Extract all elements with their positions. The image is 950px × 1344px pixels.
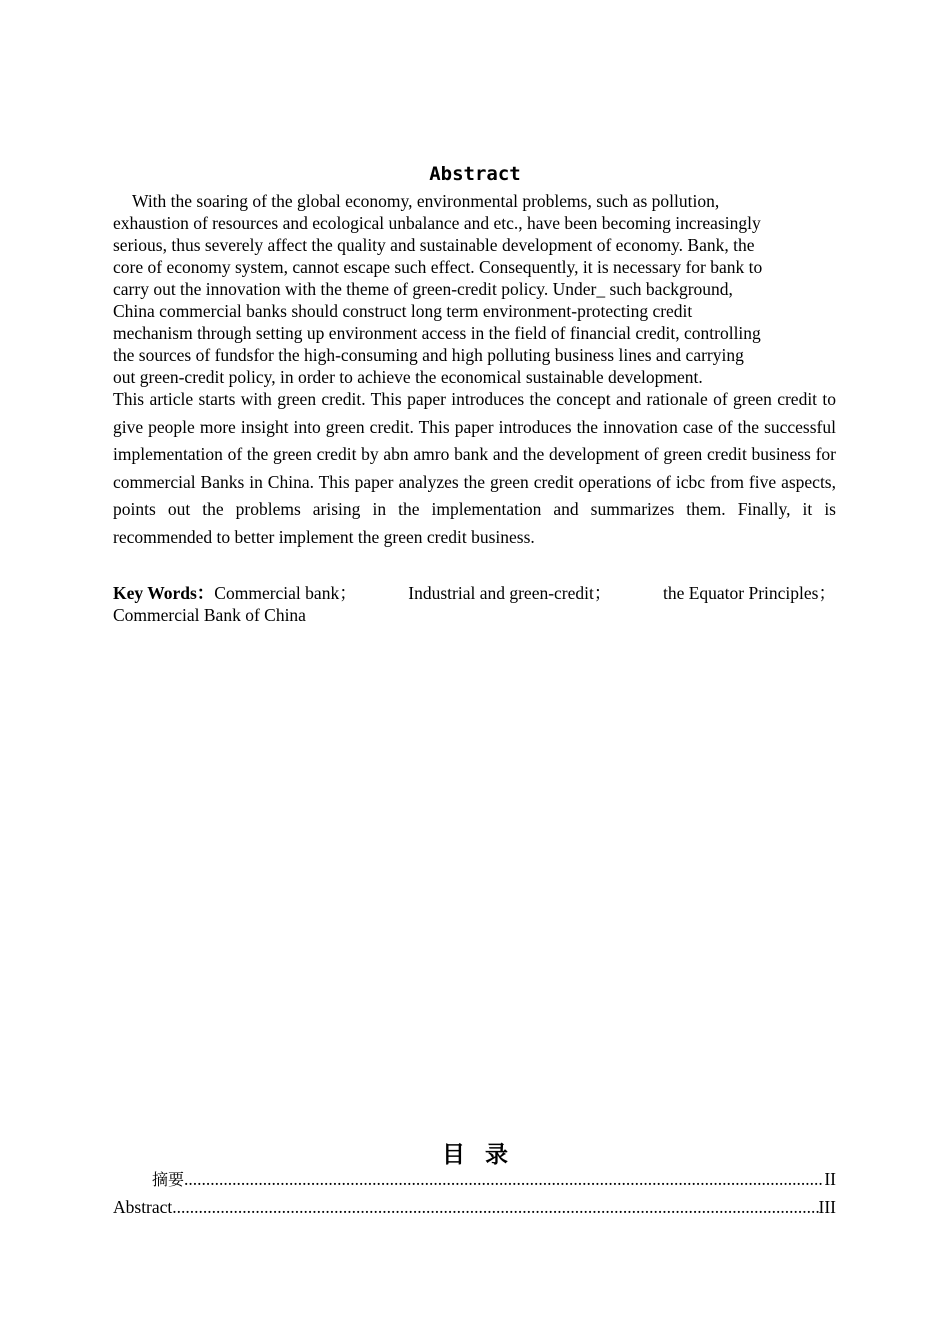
keyword: Commercial bank； bbox=[214, 583, 357, 603]
toc-entry-label: Abstract bbox=[113, 1197, 173, 1217]
text-line: core of economy system, cannot escape such effect. Consequently, it is necessary for bank to bbox=[113, 257, 763, 277]
text-line: mechanism through setting up environment access in the field of financial credit, controlling bbox=[113, 323, 761, 343]
keyword: the Equator Principles； bbox=[662, 583, 836, 603]
keyword: Commercial Bank of China bbox=[113, 605, 306, 625]
abstract-paragraph-2: This article starts with green credit. This paper introduces the concept and rationale of green credit to give people more insight into green credit. This paper introduces the innovation case of the successful implementation of the green credit by abn amro bank and the development of green credit business for commercial Banks in China. This paper analyzes the green credit operations of icbc from five aspects, points out the problems arising in the implementation and summarizes them. Finally, it is recommended to better implement the green credit business. bbox=[113, 389, 836, 547]
toc-dot-leader bbox=[172, 1196, 818, 1218]
text-line: out green-credit policy, in order to achieve the economical sustainable development. bbox=[113, 367, 703, 387]
text-line: With the soaring of the global economy, environmental problems, such as pollution, bbox=[132, 191, 720, 211]
key-words-label: Key Words： bbox=[113, 583, 215, 603]
toc-entry-label: 摘要 bbox=[152, 1170, 185, 1189]
key-words bbox=[113, 582, 836, 626]
toc-heading: 目录 bbox=[442, 1142, 528, 1168]
text-line: serious, thus severely affect the quality and sustainable development of economy. Bank, the bbox=[113, 235, 755, 255]
keyword: Industrial and green-credit； bbox=[408, 583, 612, 603]
toc-page-number: III bbox=[818, 1197, 836, 1217]
text-line: carry out the innovation with the theme of green-credit policy. Under_ such background, bbox=[113, 279, 733, 299]
key-words-row bbox=[113, 582, 836, 604]
toc-dot-leader bbox=[184, 1168, 824, 1190]
text-line: China commercial banks should construct long term environment-protecting credit bbox=[113, 301, 693, 321]
abstract-heading: Abstract bbox=[429, 163, 521, 185]
text-line: exhaustion of resources and ecological unbalance and etc., have been becoming increasingly bbox=[113, 213, 761, 233]
toc-entry[interactable] bbox=[152, 1168, 836, 1191]
key-words-label-group bbox=[113, 582, 357, 604]
text-line: the sources of fundsfor the high-consuming and high polluting business lines and carrying bbox=[113, 345, 744, 365]
toc-entry[interactable] bbox=[113, 1196, 836, 1218]
toc-page-number: II bbox=[824, 1169, 836, 1189]
abstract-paragraph-1 bbox=[113, 190, 843, 388]
